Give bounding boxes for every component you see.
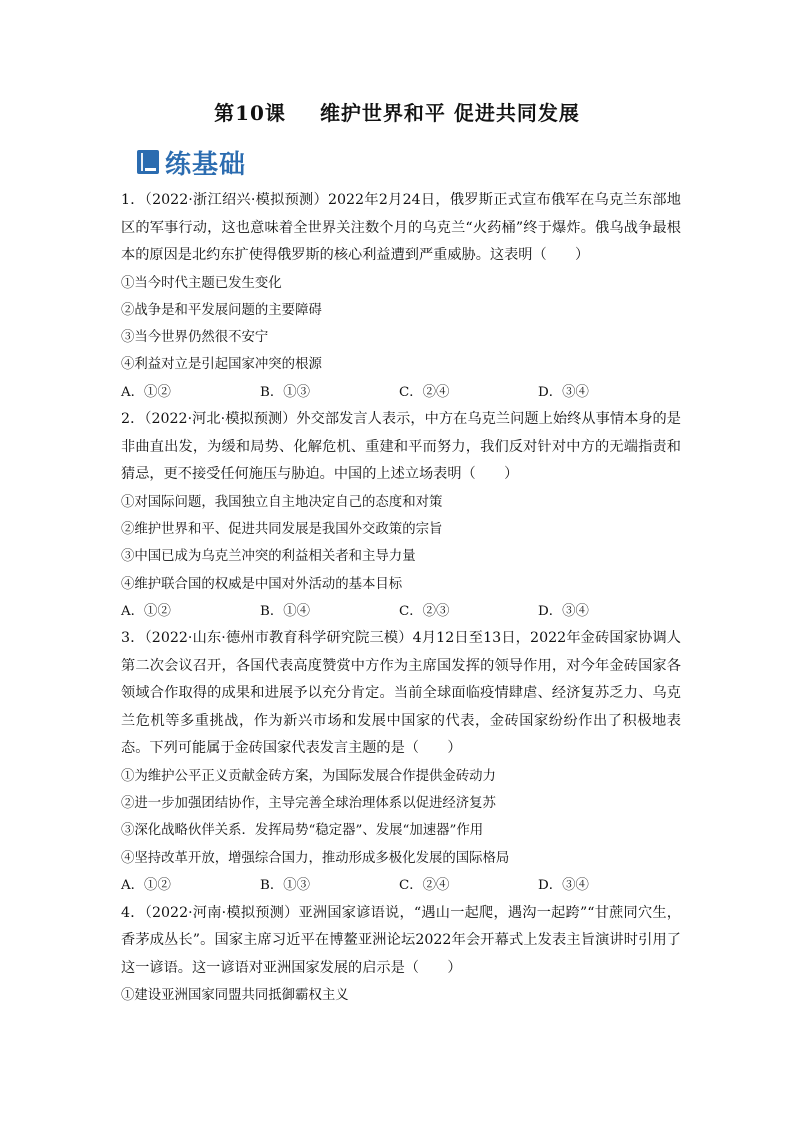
answer-choice: C．②④ bbox=[399, 384, 450, 400]
statement-option: ④维护联合国的权威是中国对外活动的基本目标 bbox=[121, 576, 403, 592]
statement-option: ③中国已成为乌克兰冲突的利益相关者和主导力量 bbox=[121, 549, 416, 565]
question-stem: 2．（2022·河北·模拟预测）外交部发言人表示，中方在乌克兰问题上始终从事情本身的是非曲直出发，为缓和局势、化解危机、重建和平而努力，我们反对针对中方的无端指责和猜忌，更不接受任何施压与胁迫。中国的上述立场表明（ ） bbox=[121, 411, 681, 483]
answer-choice: C．②③ bbox=[399, 603, 450, 619]
statement-option: ①为维护公平正义贡献金砖方案，为国际发展合作提供金砖动力 bbox=[121, 768, 496, 784]
lesson-name: 维护世界和平 促进共同发展 bbox=[319, 101, 580, 125]
answer-choices bbox=[121, 872, 681, 900]
section-header bbox=[137, 145, 246, 179]
question-stem: 3．（2022·山东·德州市教育科学研究院三模）4月12日至13日，2022年金砖国家协调人第二次会议召开，各国代表高度赞赏中方作为主席国发挥的领导作用，对今年金砖国家各领域合作取得的成果和进展予以充分肯定。当前全球面临疫情肆虐、经济复苏乏力、乌克兰危机等多重挑战，作为新兴市场和发展中国家的代表，金砖国家纷纷作出了积极地表态。下列可能属于金砖国家代表发言主题的是（ ） bbox=[121, 630, 681, 757]
answer-choices bbox=[121, 598, 681, 626]
statement-option: ②进一步加强团结协作，主导完善全球治理体系以促进经济复苏 bbox=[121, 796, 496, 812]
statement-option: ④利益对立是引起国家冲突的根源 bbox=[121, 357, 322, 373]
section-label: 练基础 bbox=[165, 149, 247, 180]
question bbox=[121, 900, 681, 1010]
answer-choice: A．①② bbox=[121, 603, 171, 619]
answer-choice: D．③④ bbox=[538, 878, 589, 894]
statement-option: ③深化战略伙伴关系．发挥局势“稳定器”、发展“加速器”作用 bbox=[121, 823, 484, 839]
answer-choice: D．③④ bbox=[538, 384, 589, 400]
answer-choice: A．①② bbox=[121, 384, 171, 400]
statement-option: ①当今时代主题已发生变化 bbox=[121, 275, 282, 291]
answer-choice: B．①③ bbox=[260, 384, 311, 400]
answer-choice: D．③④ bbox=[538, 603, 589, 619]
question-stem: 4．（2022·河南·模拟预测）亚洲国家谚语说，“遇山一起爬，遇沟一起跨”“甘蔗同穴生，香茅成丛长”。国家主席习近平在博鳌亚洲论坛2022年会开幕式上发表主旨演讲时引用了这一谚语。这一谚语对亚洲国家发展的启示是（ ） bbox=[121, 904, 681, 976]
question-stem: 1．（2022·浙江绍兴·模拟预测）2022年2月24日，俄罗斯正式宣布俄军在乌克兰东部地区的军事行动，这也意味着全世界关注数个月的乌克兰“火药桶”终于爆炸。俄乌战争最根本的原因是北约东扩使得俄罗斯的核心利益遭到严重威胁。这表明（ ） bbox=[121, 192, 681, 263]
question-list bbox=[121, 187, 681, 1009]
question bbox=[121, 625, 681, 899]
answer-choices bbox=[121, 379, 681, 407]
lesson-number: 第10课 bbox=[214, 101, 286, 125]
book-icon bbox=[137, 150, 159, 174]
answer-choice: C．②④ bbox=[399, 878, 450, 894]
answer-choice: A．①② bbox=[121, 878, 171, 894]
question bbox=[121, 187, 681, 406]
answer-choice: B．①③ bbox=[260, 878, 311, 894]
statement-option: ③当今世界仍然很不安宁 bbox=[121, 330, 269, 346]
question bbox=[121, 406, 681, 625]
statement-option: ①建设亚洲国家同盟共同抵御霸权主义 bbox=[121, 988, 349, 1004]
answer-choice: B．①④ bbox=[260, 603, 311, 619]
statement-option: ②战争是和平发展问题的主要障碍 bbox=[121, 302, 322, 318]
lesson-title bbox=[0, 97, 794, 126]
statement-option: ①对国际问题，我国独立自主地决定自己的态度和对策 bbox=[121, 494, 443, 510]
statement-option: ②维护世界和平、促进共同发展是我国外交政策的宗旨 bbox=[121, 521, 443, 537]
statement-option: ④坚持改革开放，增强综合国力，推动形成多极化发展的国际格局 bbox=[121, 850, 510, 866]
